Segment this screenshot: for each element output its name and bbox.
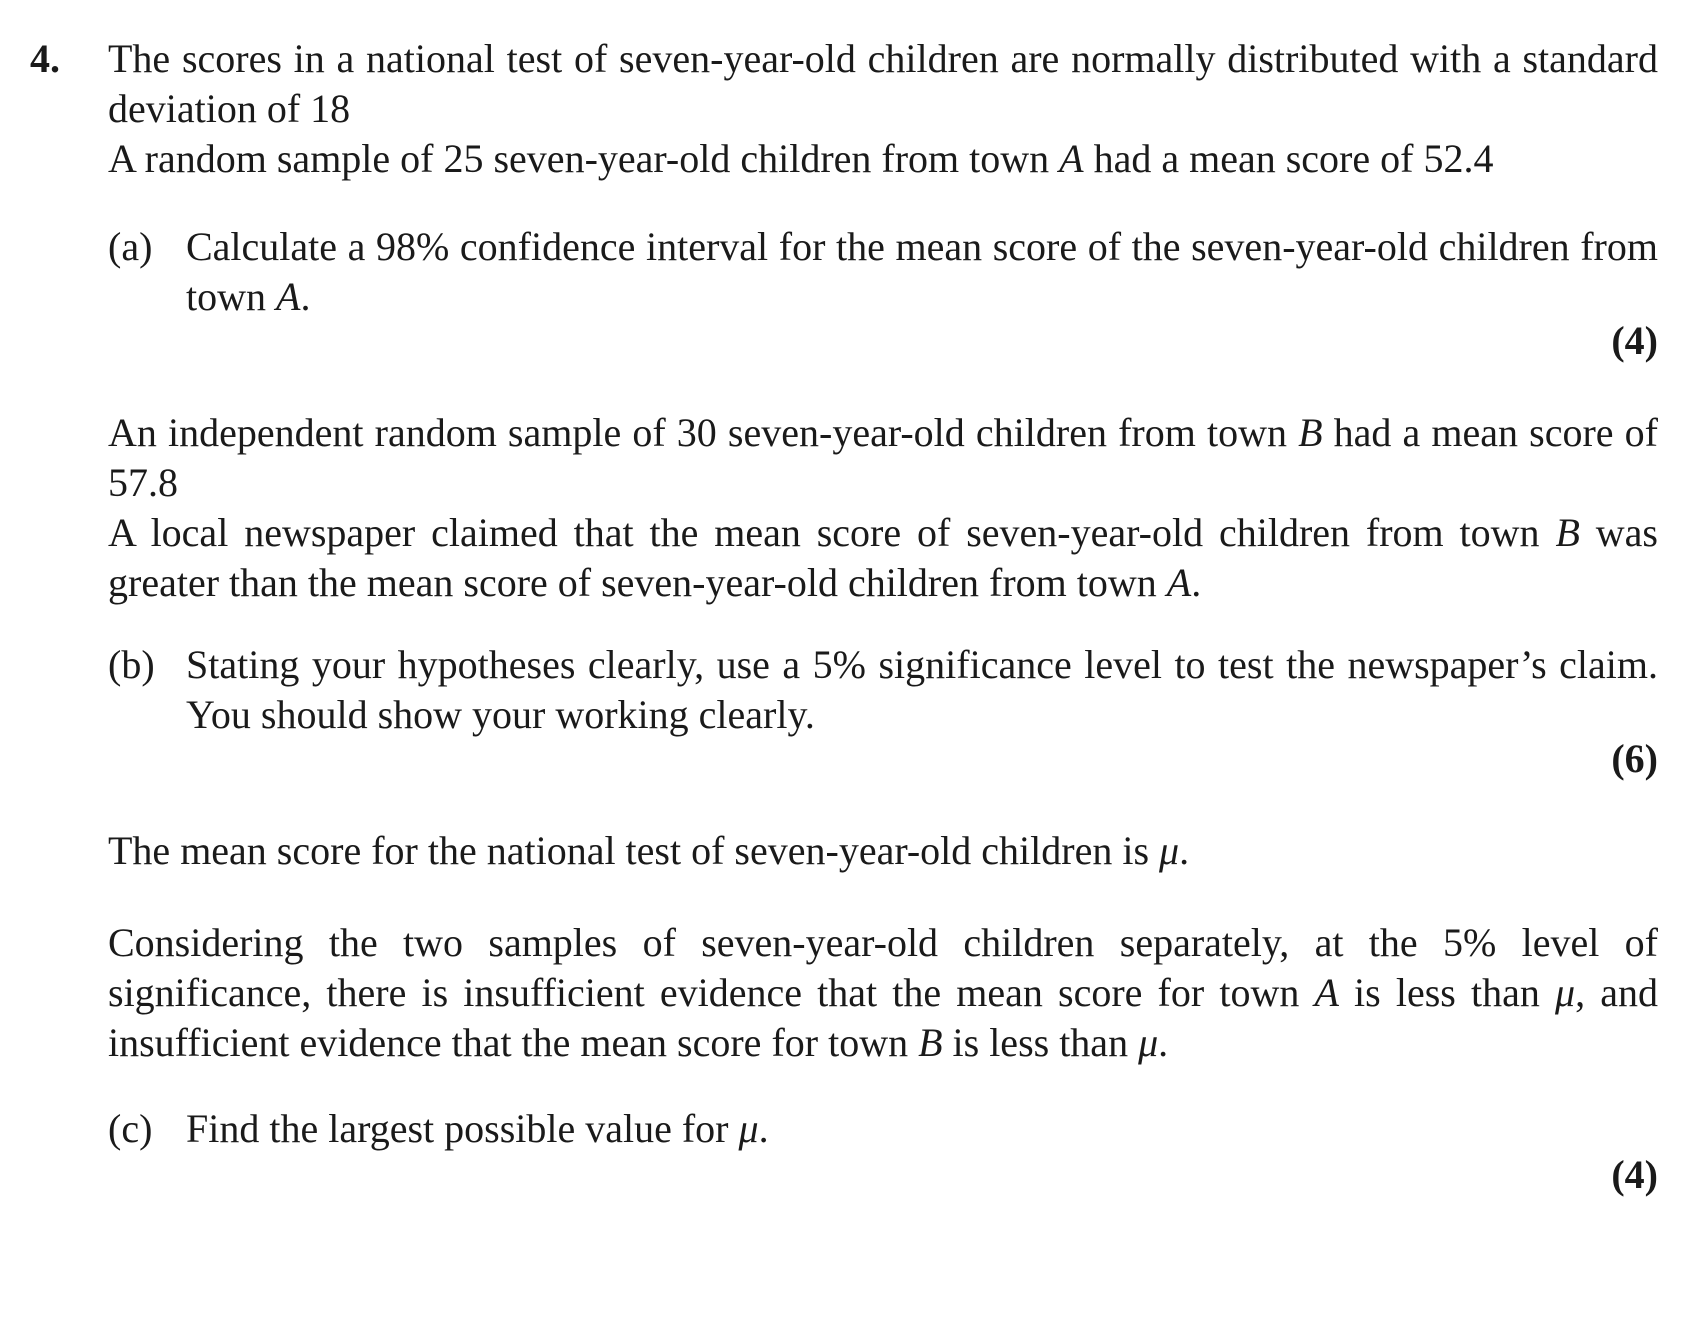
part-c-marks: (4)	[1611, 1152, 1658, 1197]
context-b-para-1: An independent random sample of 30 seven-year-old children from town B had a mean score of 57.8	[108, 410, 1658, 505]
mu-symbol: μ	[1159, 828, 1180, 873]
part-a-text: Calculate a 98% confidence interval for the mean score of the seven-year-old children from town A.	[186, 224, 1658, 319]
question-intro	[108, 34, 1658, 184]
part-b-marks: (6)	[1611, 736, 1658, 781]
part-a-marks: (4)	[1611, 318, 1658, 363]
part-b-label: (b)	[108, 642, 155, 687]
question-number: 4.	[30, 36, 60, 81]
part-b	[108, 640, 1658, 740]
context-b-para-2: A local newspaper claimed that the mean score of seven-year-old children from town B was greater than the mean score of seven-year-old children from town A.	[108, 510, 1658, 605]
part-a-label: (a)	[108, 224, 153, 269]
part-a	[108, 222, 1658, 322]
intro-sentence-1: The scores in a national test of seven-year-old children are normally distributed with a standard deviation of 18	[108, 36, 1658, 131]
part-c-text: Find the largest possible value for μ.	[186, 1106, 769, 1151]
town-a-variable: A	[1059, 136, 1084, 181]
context-b	[108, 408, 1658, 608]
considering-paragraph: Considering the two samples of seven-year-old children separately, at the 5% level of significance, there is insufficient evidence that the mean score for town A is less than μ, and insufficient evidence that the mean score for town B is less than μ.	[108, 920, 1658, 1065]
mean-statement: The mean score for the national test of seven-year-old children is μ.	[108, 828, 1190, 873]
part-c	[108, 1104, 1658, 1154]
part-c-label: (c)	[108, 1106, 153, 1151]
part-b-text: Stating your hypotheses clearly, use a 5% significance level to test the newspaper’s claim. You should show your working clearly.	[186, 642, 1658, 737]
intro-sentence-2: A random sample of 25 seven-year-old children from town A had a mean score of 52.4	[108, 136, 1494, 181]
